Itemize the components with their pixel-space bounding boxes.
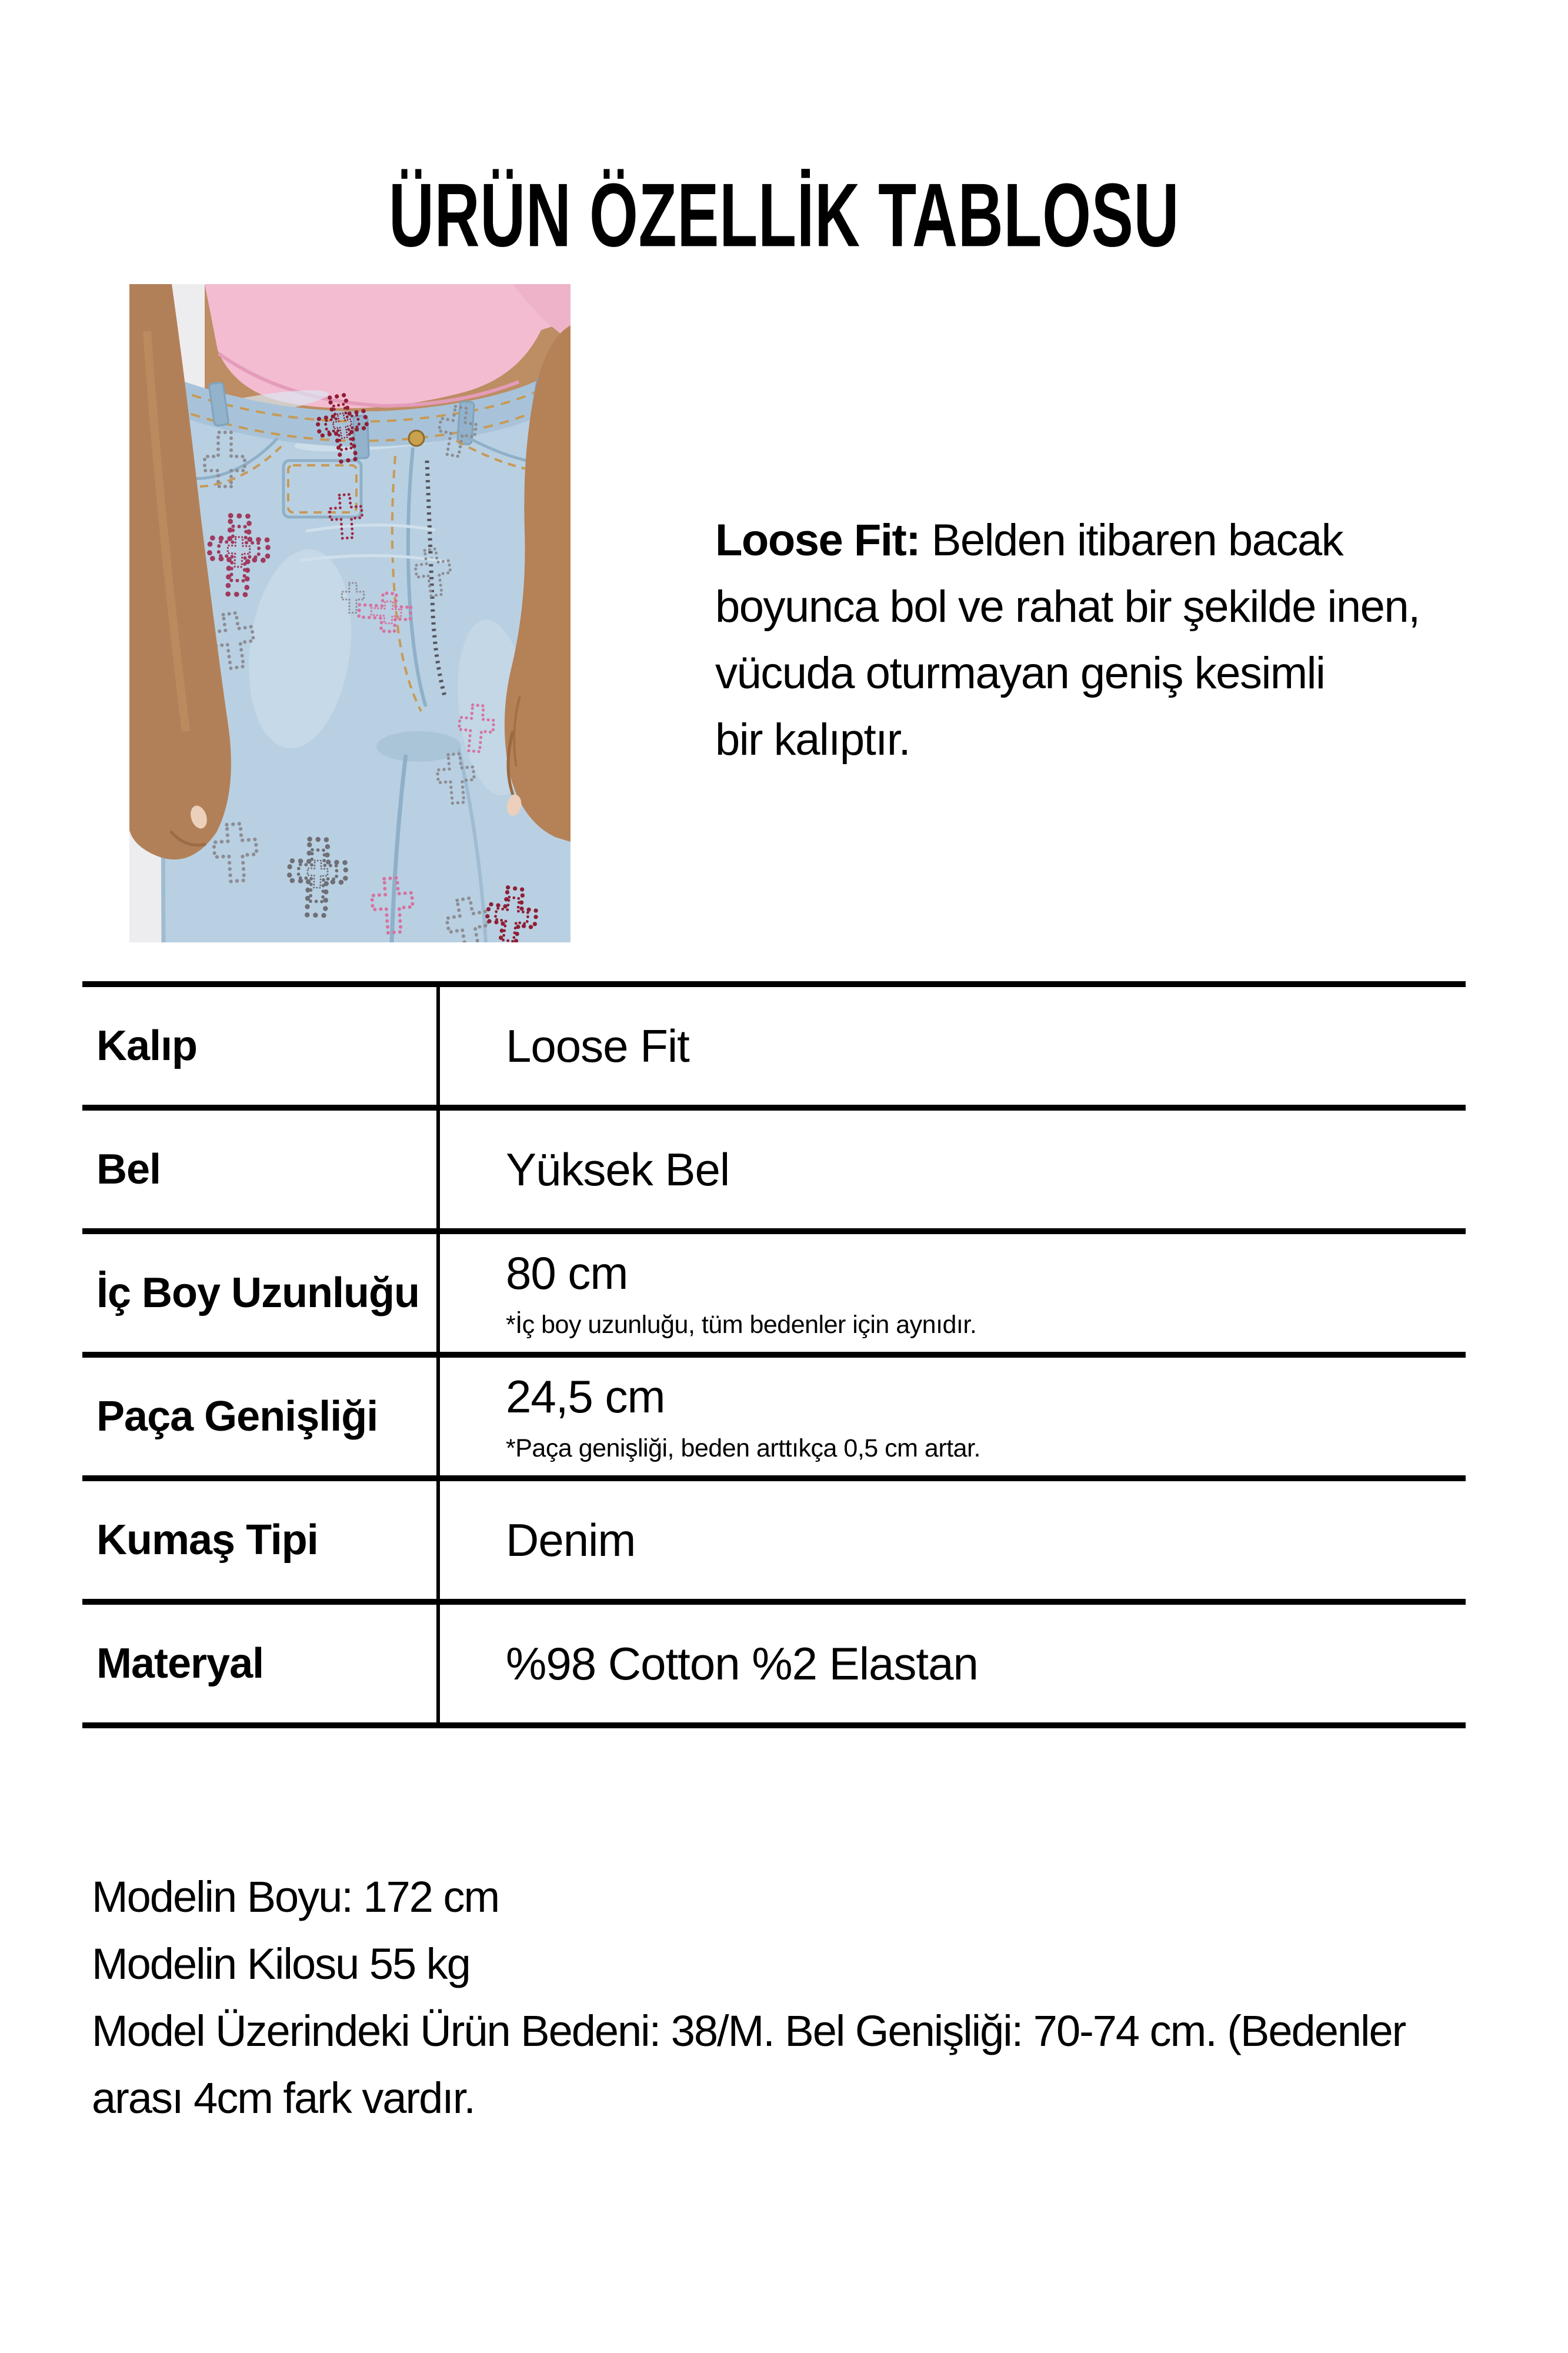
spec-value-cell <box>440 1358 1466 1475</box>
fit-description <box>715 507 1420 773</box>
table-row-kalip <box>82 987 1466 1111</box>
spec-value-cell <box>440 1605 1466 1722</box>
spec-value: Loose Fit <box>506 1019 689 1072</box>
spec-value-cell <box>440 987 1466 1105</box>
spec-value: 24,5 cm <box>506 1371 665 1422</box>
page-title-text: ÜRÜN ÖZELLİK TABLOSU <box>388 165 1180 266</box>
spec-value-cell <box>440 1234 1466 1352</box>
spec-value: %98 Cotton %2 Elastan <box>506 1637 978 1689</box>
model-info <box>92 1864 1405 2132</box>
model-size-line: Model Üzerindeki Ürün Bedeni: 38/M. Bel Genişliği: 70-74 cm. (Bedenler <box>92 2007 1406 2055</box>
spec-value-cell <box>440 1481 1466 1599</box>
spec-note: *Paça genişliği, beden arttıkça 0,5 cm artar. <box>506 1434 980 1462</box>
jeans-button <box>409 431 424 446</box>
spec-label: Bel <box>82 1111 440 1228</box>
spec-value: Yüksek Bel <box>506 1143 730 1195</box>
table-row-materyal <box>82 1605 1466 1722</box>
product-photo <box>129 284 571 942</box>
spec-label: Kumaş Tipi <box>82 1481 440 1599</box>
spec-value: Denim <box>506 1514 636 1566</box>
spec-label: Materyal <box>82 1605 440 1722</box>
model-size-line-continued: arası 4cm fark vardır. <box>92 2074 475 2122</box>
spec-label: Kalıp <box>82 987 440 1105</box>
model-height: Modelin Boyu: 172 cm <box>92 1872 499 1921</box>
table-row-kumas <box>82 1481 1466 1605</box>
table-row-paca <box>82 1358 1466 1481</box>
page-title <box>0 164 1568 266</box>
fit-description-line: boyunca bol ve rahat bir şekilde inen, <box>715 582 1420 632</box>
fit-description-line: Loose Fit: Belden itibaren bacak <box>715 515 1343 565</box>
jeans-illustration <box>129 284 571 942</box>
spec-value-cell <box>440 1111 1466 1228</box>
model-weight: Modelin Kilosu 55 kg <box>92 1939 470 1988</box>
table-row-ic-boy <box>82 1234 1466 1358</box>
fit-name: Loose Fit: <box>715 515 920 565</box>
spec-label: Paça Genişliği <box>82 1358 440 1475</box>
spec-table <box>82 981 1466 1728</box>
spec-note: *İç boy uzunluğu, tüm bedenler için aynıdır. <box>506 1311 977 1339</box>
table-row-bel <box>82 1111 1466 1234</box>
fit-description-line: vücuda oturmayan geniş kesimli <box>715 648 1325 698</box>
spec-value: 80 cm <box>506 1247 628 1299</box>
fit-description-line: bir kalıptır. <box>715 715 910 765</box>
spec-label: İç Boy Uzunluğu <box>82 1234 440 1352</box>
